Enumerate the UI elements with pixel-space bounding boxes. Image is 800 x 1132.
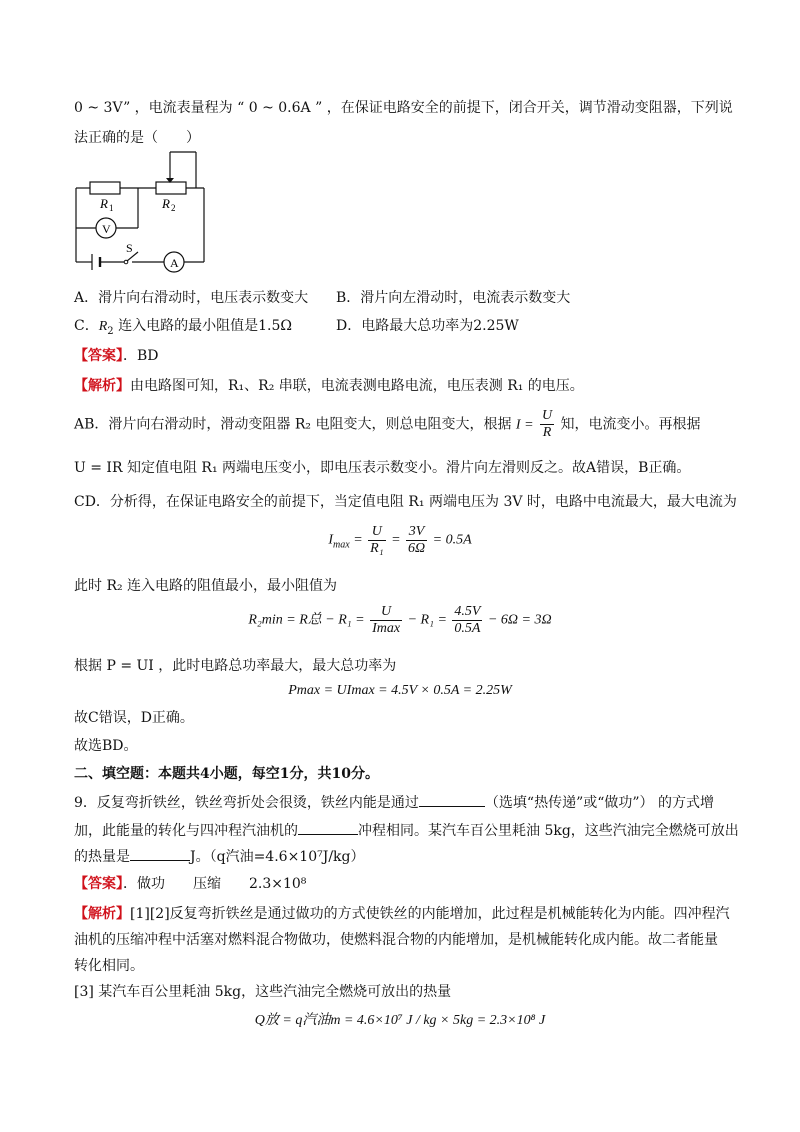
q9-line2 [74,820,739,841]
option-c [74,316,292,342]
r2min-formula [0,604,800,637]
imax-result: = 0.5A [432,532,472,548]
r2-num2: 4.5V [454,604,481,619]
q9-l1-pre: 9．反复弯折铁丝，铁丝弯折处会很烫，铁丝内能是通过 [74,795,419,811]
ab1-post: 知，电流变小。再根据 [560,416,701,433]
answer9-value: ．做功 压缩 2.3×10⁸ [123,876,307,892]
p-intro: 根据 P = UI ，此时电路总功率最大，最大总功率为 [74,658,397,674]
answer8-value: ．BD [123,348,159,364]
q-formula: Q放 = q汽油m = 4.6×10⁷ J / kg × 5kg = 2.3×10⁸ J [254,1013,546,1028]
r2-den1: Imax [372,621,401,636]
q9-l3-pre: 的热量是 [74,849,130,865]
question-intro-line1: 0 ~ 3V” ，电流表量程为 “ 0 ~ 0.6A ” ，在保证电路安全的前提下，闭合开关，调节滑动变阻器，下列说 [74,100,733,116]
conclusion2: 故选BD。 [74,738,138,754]
option-d: D．电路最大总功率为2.25W [336,318,519,334]
section2-heading: 二、填空题：本题共4小题，每空1分，共10分。 [74,766,379,782]
q9-line3 [74,846,365,867]
analysis8-ab1 [74,408,701,441]
r2-label: R [162,196,170,211]
imax-den2: 6Ω [408,541,426,556]
ab1-num: U [541,408,553,423]
r2-sub: 2 [171,203,176,213]
answer8 [74,346,159,366]
q9-l2-post: 冲程相同。某汽车百公里耗油 5kg，这些汽油完全燃烧可放出 [358,823,739,839]
option-c-var: R [98,319,108,334]
analysis9-line2: 油机的压缩冲程中活塞对燃料混合物做功，使燃料混合物的内能增加，是机械能转化成内能。故二者能量 [74,932,718,948]
analysis8-tag: 【解析】 [74,378,130,394]
ab1-formula-lhs: I = [515,417,534,433]
switch-label: S [126,241,133,255]
q9-l3-post: J。（q汽油=4.6×10⁷J/kg） [190,849,365,865]
analysis8-line1 [74,376,584,396]
imax-formula [0,524,800,557]
ab1-pre: AB．滑片向右滑动时，滑动变阻器 R₂ 电阻变大，则总电阻变大，根据 [74,416,512,433]
r2-intro: 此时 R₂ 连入电路的阻值最小，最小阻值为 [74,578,338,594]
analysis9-l1: [1][2]反复弯折铁丝是通过做功的方式使铁丝的内能增加，此过程是机械能转化为内能。四冲程汽 [130,906,730,922]
imax-frac1 [368,524,385,557]
ab1-den: R [542,425,552,440]
answer9-tag: 【答案】 [74,876,123,892]
r1-label: R [100,196,108,211]
option-b: B．滑片向左滑动时，电流表示数变大 [336,290,571,306]
option-c-text: 连入电路的最小阻值是1.5Ω [118,318,292,334]
answer8-tag: 【答案】 [74,348,123,364]
ab1-fraction [540,408,554,441]
imax-sub: max [333,539,350,551]
analysis8-text: 由电路图可知，R₁、R₂ 串联，电流表测电路电流，电压表测 R₁ 的电压。 [130,378,584,394]
ammeter-label: A [170,256,179,270]
r2-rheostat [156,182,186,194]
imax-frac2 [406,524,427,557]
option-a: A．滑片向右滑动时，电压表示数变大 [74,290,309,306]
r2-num1: U [370,604,402,621]
analysis9-line1 [74,904,730,924]
q9-blank2[interactable] [298,820,358,835]
imax-eq1: = [353,532,363,548]
analysis8-ab2: U = IR 知定值电阻 R₁ 两端电压变小，即电压表示数变小。滑片向左滑则反之。故A错误，B正确。 [74,460,691,476]
r2-frac2 [452,604,482,637]
conclusion1: 故C错误，D正确。 [74,710,194,726]
analysis9-tag: 【解析】 [74,906,130,922]
r2-result: − 6Ω = 3Ω [487,612,552,628]
imax-eq2: = [391,532,401,548]
q9-blank1[interactable] [419,792,485,807]
r2-mid: − R₁ = [407,612,447,628]
analysis9-line4: [3] 某汽车百公里耗油 5kg，这些汽油完全燃烧可放出的热量 [74,984,452,1000]
voltmeter-label: V [102,222,111,236]
q9-line1 [74,792,714,813]
r2-formula-left: R₂min = R总 − R₁ = [248,612,365,628]
imax-num1: U [368,524,385,541]
option-c-prefix: C． [74,318,99,334]
imax-lhs: I [328,532,334,548]
r2-den2: 0.5A [454,621,481,636]
imax-num2: 3V [406,524,427,541]
answer9 [74,874,306,894]
p-formula: Pmax = UImax = 4.5V × 0.5A = 2.25W [288,683,512,698]
option-c-sub: 2 [107,325,114,337]
r2-frac1 [370,604,402,637]
q9-blank3[interactable] [130,846,190,861]
circuit-diagram [70,148,220,276]
imax-den1: R₁ [370,541,384,556]
question-intro-line2: 法正确的是（ ） [74,130,200,146]
r1-resistor [90,182,120,194]
q9-l2-pre: 加，此能量的转化与四冲程汽油机的 [74,823,298,839]
analysis8-cd1: CD．分析得，在保证电路安全的前提下，当定值电阻 R₁ 两端电压为 3V 时，电路中电流最大，最大电流为 [74,494,737,510]
q9-l1-post: （选填“热传递”或“做功”） 的方式增 [484,795,714,811]
r1-sub: 1 [109,203,114,213]
analysis9-line3: 转化相同。 [74,958,144,974]
